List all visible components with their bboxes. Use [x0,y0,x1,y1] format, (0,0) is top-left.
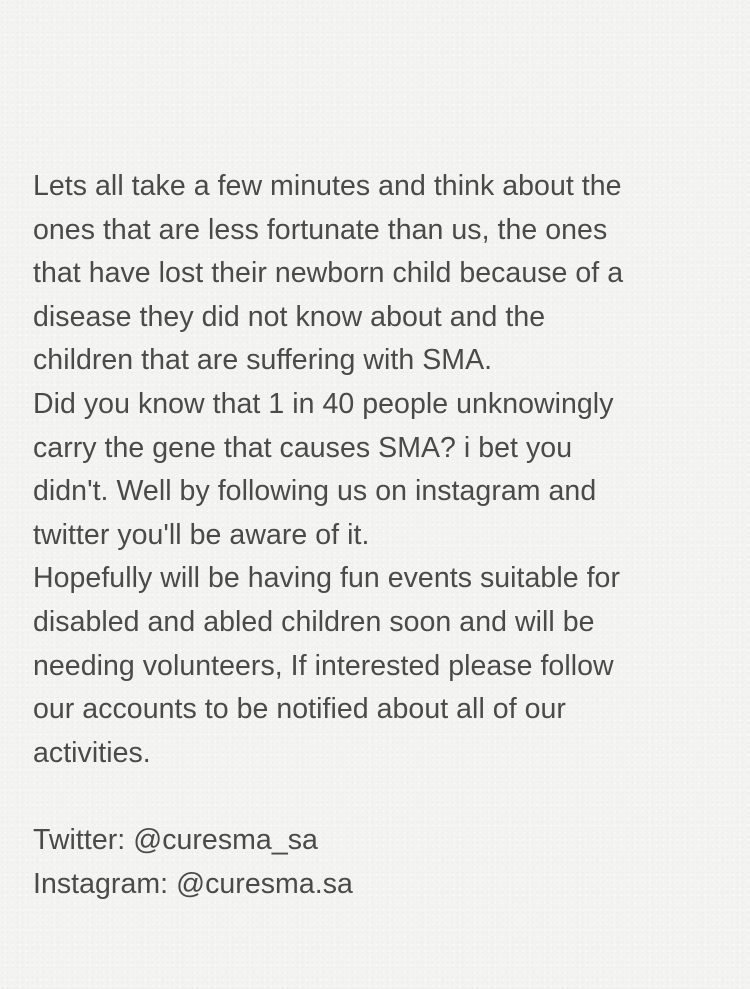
note-line: Did you know that 1 in 40 people unknowingly [33,387,614,420]
blank-line [33,775,723,819]
note-line: children that are suffering with SMA. [33,344,493,377]
note-line: needing volunteers, If interested please follow [33,649,614,682]
note-text [33,165,723,906]
note-line: twitter you'll be aware of it. [33,518,370,551]
instagram-handle: Instagram: @curesma.sa [33,867,353,900]
note-line: didn't. Well by following us on instagram and [33,475,597,508]
note-line: Lets all take a few minutes and think about the [33,170,622,202]
note-line: carry the gene that causes SMA? i bet you [33,431,573,464]
note-line: disease they did not know about and the [33,300,546,333]
note-line: ones that are less fortunate than us, the ones [33,213,608,246]
note-line: Hopefully will be having fun events suitable for [33,562,620,595]
note-line: that have lost their newborn child because of a [33,257,624,290]
note-line: disabled and abled children soon and will be [33,605,595,638]
twitter-handle: Twitter: @curesma_sa [33,823,318,856]
note-line: activities. [33,736,151,769]
note-line: our accounts to be notified about all of our [33,693,566,726]
